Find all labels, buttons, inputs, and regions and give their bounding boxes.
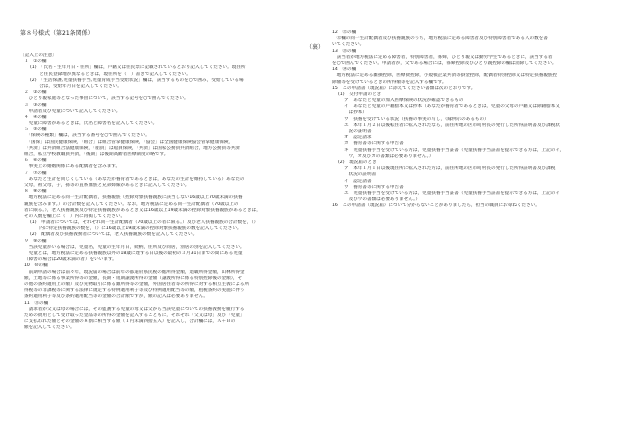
- instruction-line: キ 児童扶養手当を受けている方は，児童扶養手当証書（児童扶養手当証書を提示できる方は，上記のイ，: [344, 147, 565, 153]
- instruction-line: 12 ⑫の欄: [332, 30, 357, 35]
- instruction-line: ウ 養育書等に関する申告書: [344, 184, 404, 190]
- instruction-line: (1) 「氏名・生年月日・住所」欄は，戸籍又は住民票に記載されているとおり記入してください。現住所: [30, 65, 246, 71]
- instruction-line: ４ ④の欄: [24, 114, 47, 120]
- instruction-line: 況の証明書: [344, 129, 372, 134]
- instruction-line: ６ ⑥の欄: [24, 158, 47, 164]
- instruction-line: ⑫欄の同一生計配偶者及び扶養親族のうち，地方税法に定める障害者及び特別障害者である人の数を書: [332, 36, 548, 42]
- instruction-line: ア あなたと児童の加入医療保険の状況が確認できるもの: [344, 98, 464, 104]
- instruction-line: 事実上の婚姻関係にある配偶者を含みます。: [24, 164, 121, 170]
- instruction-line: カ 養育書等に関する申告書: [344, 141, 404, 147]
- instruction-line: 前期申請の場合は前々年，現況届の場合は前年の都道府県民税の総所得金額，退職所得金額，山林所得金: [24, 269, 245, 275]
- instruction-line: 児童とは，地方税法に定める扶養親族以外の18歳に達する日以後の最初の３月31日までの間にある児童: [24, 251, 243, 256]
- instruction-line: 14 ⑭の欄: [332, 67, 357, 73]
- instruction-line: エ 本年１月２日以後転住者に転入されたなら，前住所地の区市町村長の発行した所得証明書及び課税状: [344, 122, 560, 128]
- instruction-line: 15 この申請書（現況届）に添えてください書類は次のとおりです。: [332, 85, 476, 91]
- instruction-line: 「共済」は共済組合法健康保険，「船員」は船員保険，「共済」は国家公務員共済組合，地方公務員等共済: [24, 145, 240, 151]
- instruction-line: ９ ⑨の欄: [24, 238, 47, 244]
- instruction-line: (1) 申請者については，それぞれ同一生計配偶者（70歳以上の者に限る。）及び老人扶養親族の合計数を，（）: [30, 220, 259, 226]
- instruction-line: ３ ③の欄: [24, 102, 47, 108]
- instruction-line: ひとり親家庭等となった事由について，該当する記号を○で囲んでください。: [24, 96, 189, 102]
- instruction-line: 地方税法に定める雑損控除，医療費控除，小規模企業共済等掛金控除，配偶者特別控除又は特定扶養親族控: [332, 73, 558, 79]
- instruction-line: 当該児童がいる場合は，児童名，児童の生年月日，続柄，住所及び同居，別居の別を記入してください。: [24, 244, 245, 250]
- instruction-line: いてください。: [332, 42, 365, 48]
- instruction-line: 該当者が地方税法に定める障害者，特別障害者，寡婦，ひとり親又は勤労学生であるときに，該当する者: [332, 54, 553, 60]
- instruction-line: 13 ⑬の欄: [332, 48, 357, 54]
- instruction-line: 合は，受給年月日を記入してください。: [30, 83, 122, 89]
- instructions-right-column: [328, 30, 618, 209]
- instruction-line: 親族を含みます。）の合計数を記入してください。なお，地方税法に定める同一生計配偶者（70歳以上の: [24, 201, 239, 207]
- instruction-line: (2) 現況届のとき: [338, 159, 377, 165]
- instruction-line: （障害の場合は20歳未満の者）をいいます。: [24, 257, 117, 263]
- instruction-line: その人数を欄上に（ ）内に再掲してください。: [24, 213, 126, 219]
- instruction-line: 10 ⑩の欄: [24, 263, 48, 269]
- instruction-line: 組合，私立学校教職員共済，「後期」は後期高齢者医療制度の略です。: [24, 152, 169, 157]
- instruction-line: (1) 交付申請のとき: [338, 91, 382, 97]
- instructions-left-column: [20, 53, 320, 331]
- instruction-line: 「国保」は国民健康保険，「組合」は組合管掌健康保険，「協会」は全国健康保険協会管掌健康保険，: [24, 139, 234, 145]
- instruction-line: 11 ⑪の欄: [24, 300, 49, 306]
- instruction-line: を○で囲んでください。申請者が，父である場合には，寡婦控除及びひとり親控除の欄は消除してください。: [332, 60, 557, 66]
- instruction-line: オ 認定請求: [344, 135, 372, 141]
- instruction-line: 得税等の非課税等に関する法律に規定する特例適用利子等及び特例適用配当等の額，租税条約の実施に伴う: [24, 288, 245, 294]
- instruction-line: に支払われた額とその金額の８割に相当する額（１円未満四捨五入）を記入し，合計欄には，Ａ＋Ｂの: [24, 319, 236, 325]
- instruction-line: １ ①の欄: [24, 59, 47, 65]
- instruction-line: の他の条約適用上の額）及び先物取引に係る雑所得等の金額，外国居住者等の所得に対する相互主義による所: [24, 281, 250, 287]
- instruction-line: ウ，オ及びカの書類は必要ありません。）: [344, 153, 434, 159]
- instruction-line: 請求者が父又は母の場合には，その監護する児童の母又は父から当該児童についての扶養義務を履行する: [24, 306, 245, 312]
- page-side-label: （裏）: [305, 44, 324, 51]
- instruction-line: 申請者及び児童について記入してください。: [24, 108, 121, 114]
- instruction-line: 父母，祖父母，子，孫等の直系血族と兄弟姉妹があるときに記入してください。: [24, 182, 190, 188]
- instruction-line: イ 認定請書: [344, 178, 372, 184]
- instruction-line: 「保険の種類」欄は，該当する番号を○で囲んでください。: [24, 133, 150, 139]
- form-number: 第８号様式（第21条関係）: [20, 30, 94, 37]
- instruction-line: イ あなたと児童の戸籍謄本又は抄本（あなたが養育者であるときは，児童の父母の戸籍又は除籍謄本又: [344, 104, 560, 110]
- instruction-line: ための費用として受け取った金品等の所得の金額を記入することもに，それぞれ「父又は母」及び「児童」: [24, 312, 245, 318]
- instruction-line: (2) 「生活保護,児童扶養手当,児童育成手当受給状況」欄は，該当するものを○で囲み，受給している場: [30, 77, 244, 83]
- instruction-line: あなたと生計を同じくしている（あなたが養育者であるときは，あなたの生計を維持している）あなたの: [24, 176, 245, 182]
- instruction-line: と住民登録地が異なるときは，現住所を（ ）書きで記入してください。: [30, 71, 191, 77]
- instruction-line: 地方税法に定める同一生計配偶者，扶養親族（控除対象扶養親族に該当しない16歳以上70歳未満の扶養: [24, 195, 243, 201]
- instruction-line: 額，土地等に係る事業所得等の金額，長期・短期譲渡所得の金額（譲渡所得に係る特別控除後の金額），そ: [24, 275, 243, 281]
- instruction-line: 状況の証明書: [344, 172, 377, 178]
- instruction-line: エ 児童扶養手当を受けている方は，児童扶養手当証書（児童扶養手当証書を提示できる方は，上記のイ: [344, 190, 560, 196]
- instruction-line: 16 この申請書（現況届）について分からないことがありましたら，担当の職員にお尋ねください。: [332, 203, 540, 209]
- instruction-line: 除額等を受けているときの所得額等を記入する欄です。: [332, 79, 447, 85]
- instruction-line: ウ 扶養を受けている状況（扶養の事実の写し，（縁例示のあるもの）: [344, 116, 489, 122]
- instruction-line: は抄本）: [344, 110, 367, 116]
- instruction-line: 条約適用利子等及び条約適用配当等の金額の合計額ですが，額の記入は必要ありません。: [24, 294, 209, 300]
- instruction-line: 〔記入上の注意〕: [20, 53, 57, 58]
- instruction-line: 者に限る。），老人扶養親族及び特定扶養親族があるとき又は16歳以上19歳未満の控除対象扶養親族があるときは，: [24, 207, 261, 213]
- instruction-line: ５ ⑤の欄: [24, 127, 47, 133]
- instruction-line: ８ ⑧の欄: [24, 189, 47, 195]
- instruction-line: 及びウの書類は必要ありません。）: [344, 197, 421, 203]
- instruction-line: ２ ②の欄: [24, 90, 47, 96]
- instruction-line: 児童に障害があるときは，氏名と障害名を記入してください。: [24, 121, 158, 127]
- instruction-line: ア 本年１月１日以後現住所に転入された方は，前住所地の区市町村長の発行した所得証明書及び課税: [344, 166, 556, 172]
- instruction-line: 内に特定扶養親族の数を，（）に16歳以上19歳未満の控除対象扶養親族の数を記入してください。: [30, 226, 242, 232]
- instruction-line: 額を記入してください。: [24, 325, 75, 331]
- instruction-line: ７ ⑦の欄: [24, 170, 47, 176]
- instruction-line: (2) 配偶者及び扶養義務者については，老人扶養親族の数を記入してください。: [30, 232, 198, 238]
